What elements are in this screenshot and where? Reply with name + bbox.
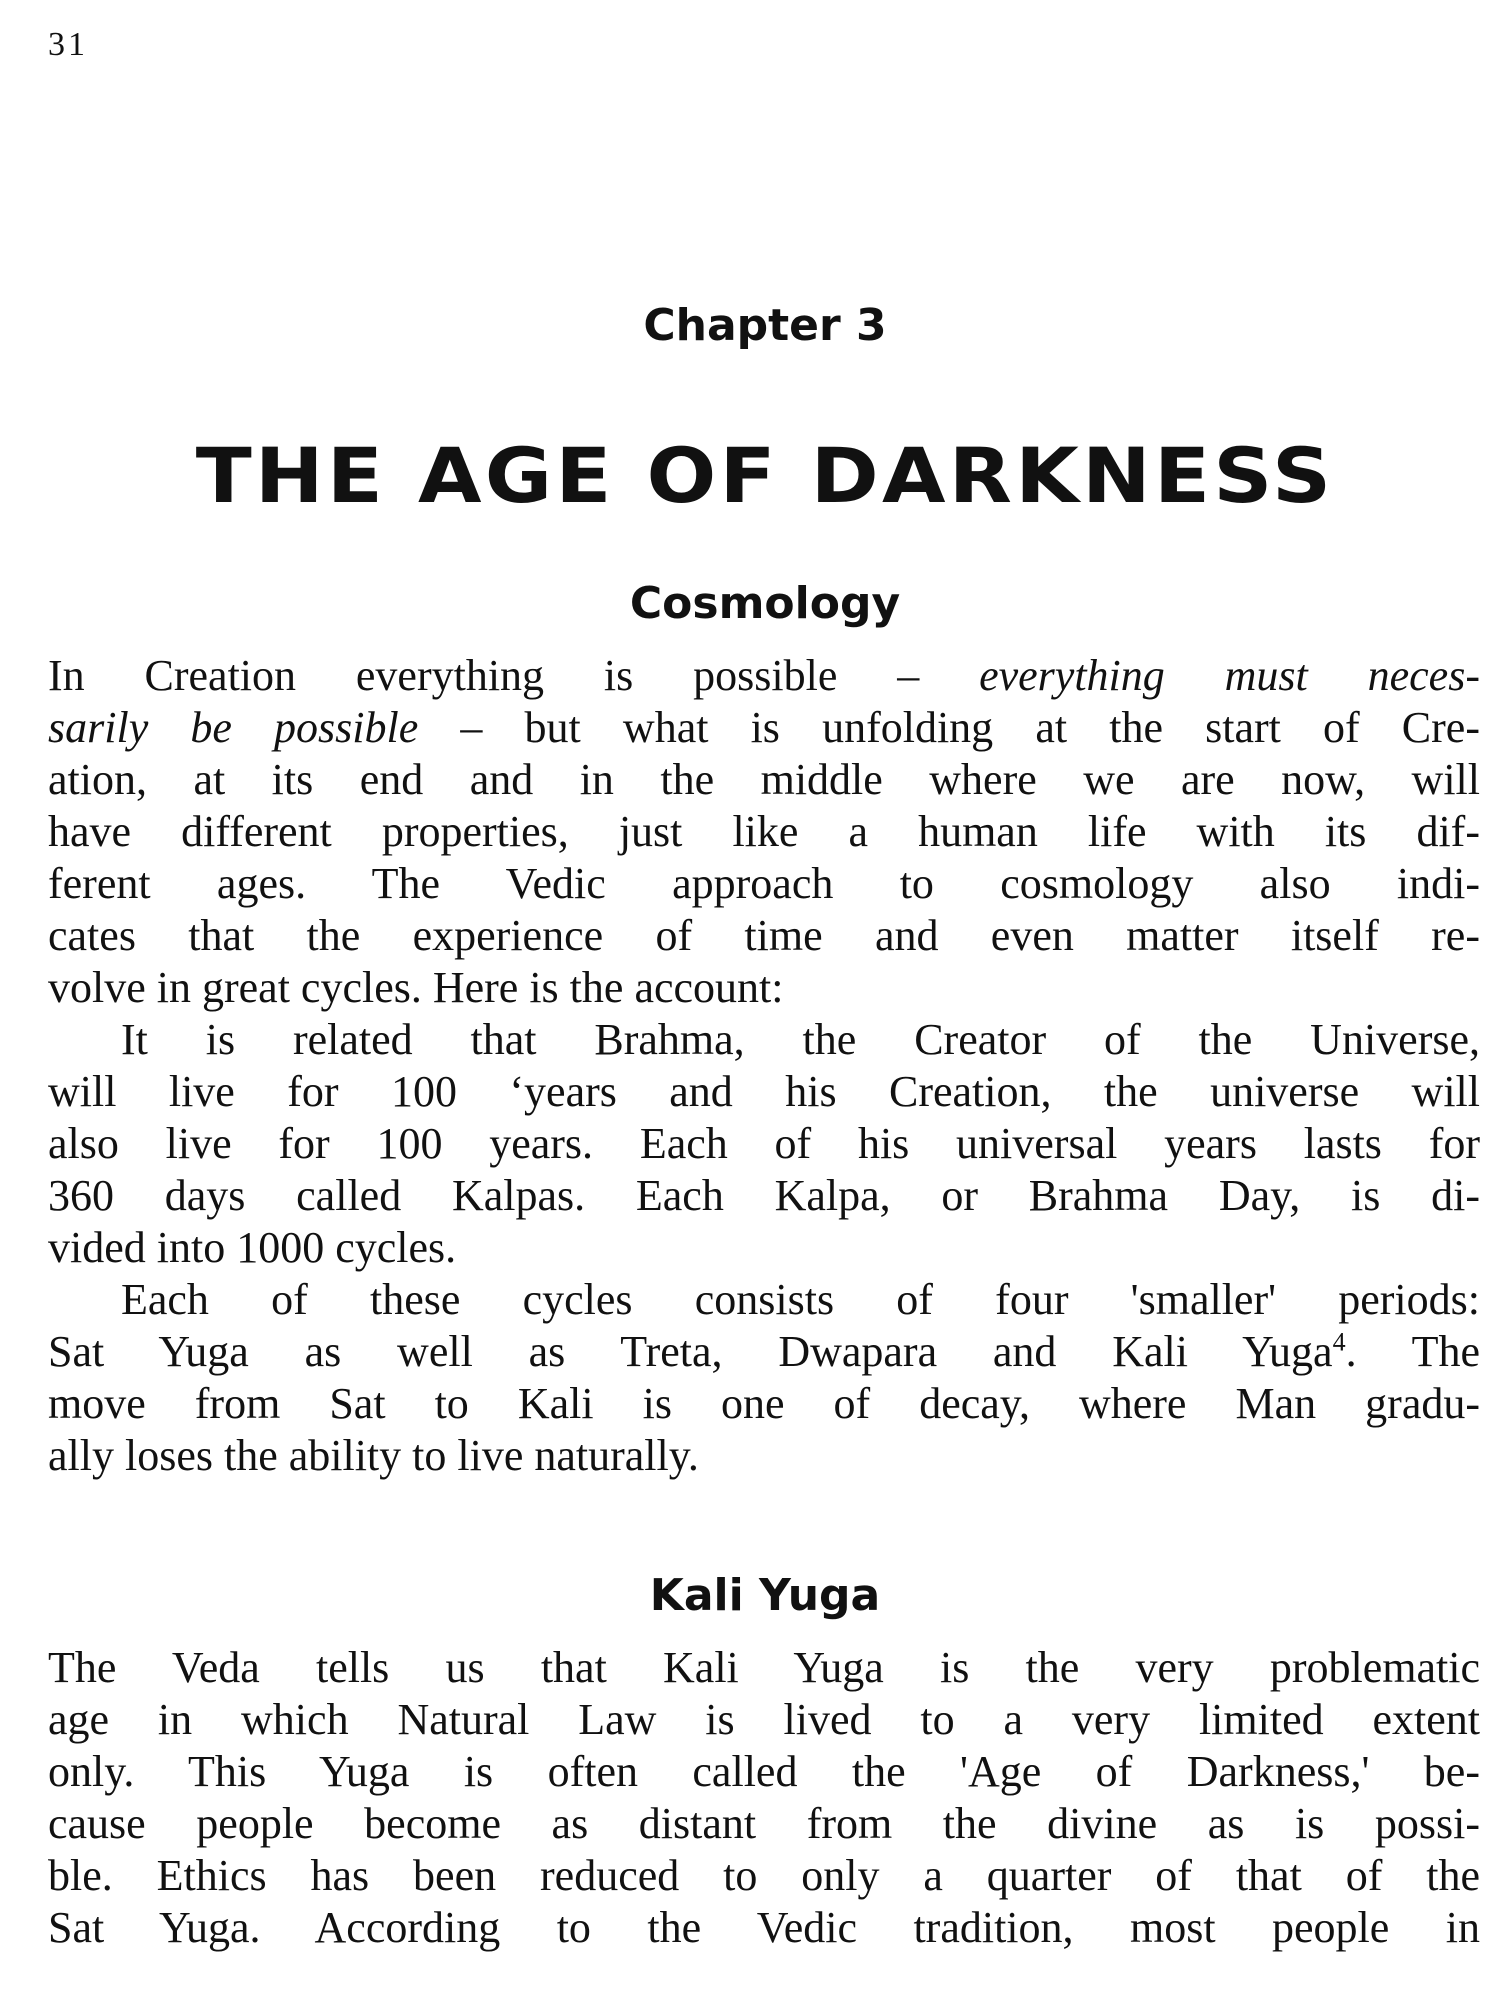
chapter-title: THE AGE OF DARKNESS	[195, 431, 1335, 520]
italic-run: everything must neces-	[979, 651, 1480, 700]
body-line	[48, 650, 1480, 702]
body-line: ally loses the ability to live naturally.	[48, 1431, 699, 1480]
page-number: 31	[48, 26, 88, 63]
body-line: ferent ages. The Vedic approach to cosmology also indi-	[48, 859, 1480, 908]
body-line	[48, 702, 1480, 754]
body-line: Sat Yuga. According to the Vedic tradition, most people in	[48, 1903, 1480, 1952]
text-run: – but what is unfolding at the start of Cre-	[418, 703, 1480, 752]
text-run: Sat Yuga as well as Treta, Dwapara and Kali Yuga	[48, 1327, 1333, 1376]
body-line: will live for 100 ‘years and his Creation, the universe will	[48, 1067, 1480, 1116]
body-line: also live for 100 years. Each of his universal years lasts for	[48, 1119, 1480, 1168]
section-heading-cosmology: Cosmology	[629, 578, 901, 629]
body-line: vided into 1000 cycles.	[48, 1223, 457, 1272]
section-heading-kali-yuga: Kali Yuga	[649, 1570, 881, 1621]
body-line: move from Sat to Kali is one of decay, where Man gradu-	[48, 1379, 1480, 1428]
footnote-marker: 4	[1332, 1327, 1346, 1357]
italic-run: sarily be possible	[48, 703, 419, 752]
body-line	[48, 1326, 1480, 1378]
body-line: The Veda tells us that Kali Yuga is the very problematic	[48, 1643, 1480, 1692]
text-run: In Creation everything is possible –	[48, 651, 980, 700]
body-line: age in which Natural Law is lived to a very limited extent	[48, 1695, 1480, 1744]
kali-yuga-body	[48, 1642, 1480, 1954]
body-line: It is related that Brahma, the Creator of the Universe,	[121, 1015, 1480, 1064]
body-line: only. This Yuga is often called the 'Age of Darkness,' be-	[48, 1747, 1480, 1796]
body-line: volve in great cycles. Here is the account:	[48, 963, 784, 1012]
body-line: ble. Ethics has been reduced to only a quarter of that of the	[48, 1851, 1480, 1900]
cosmology-body	[48, 650, 1480, 1482]
body-line: 360 days called Kalpas. Each Kalpa, or Brahma Day, is di-	[48, 1171, 1480, 1220]
body-line: cause people become as distant from the divine as is possi-	[48, 1799, 1480, 1848]
text-run: . The	[1345, 1327, 1480, 1376]
body-line: ation, at its end and in the middle where we are now, will	[48, 755, 1480, 804]
body-line: Each of these cycles consists of four 'smaller' periods:	[121, 1275, 1480, 1324]
body-line: cates that the experience of time and even matter itself re-	[48, 911, 1480, 960]
body-line: have different properties, just like a human life with its dif-	[48, 807, 1480, 856]
chapter-label: Chapter 3	[643, 300, 887, 351]
